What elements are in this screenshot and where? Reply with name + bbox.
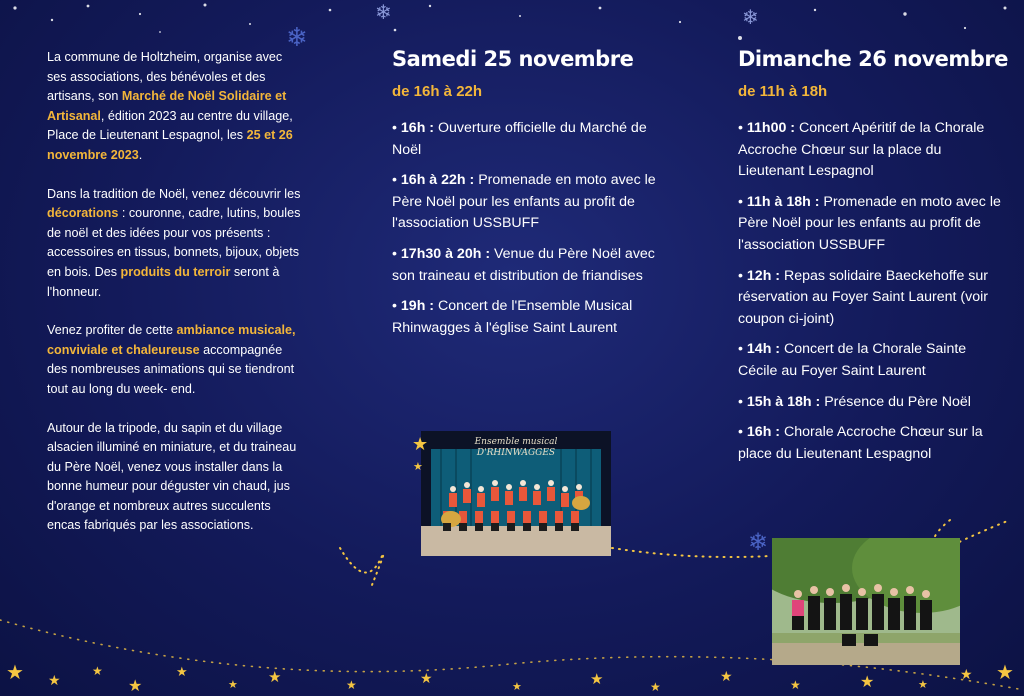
star-icon: ★ xyxy=(176,664,188,679)
body-text: , édition 2023 au centre du village, Place de Lieutenant Lespagnol, les xyxy=(47,108,293,143)
saturday-program xyxy=(392,44,662,348)
event-item: • 11h à 18h : Promenade en moto avec le Père Noël pour les enfants au profit de l'association USSBUFF xyxy=(738,193,1001,253)
event-description: Promenade en moto avec le Père Noël pour les enfants au profit de l'association USSBUFF xyxy=(392,172,656,232)
body-text: accompagnée des nombreuses animations qui se tiendront tout au long du week- end. xyxy=(47,342,295,396)
event-description: Présence du Père Noël xyxy=(820,393,971,410)
intro-paragraph-3 xyxy=(47,321,302,399)
body-text: . xyxy=(138,147,143,162)
choir-photo xyxy=(772,538,960,665)
event-description: Venue du Père Noël avec son traineau et distribution de friandises xyxy=(392,245,655,284)
highlight-text: produits du terroir xyxy=(120,264,231,279)
event-item: • 16h à 22h : Promenade en moto avec le Père Noël pour les enfants au profit de l'association USSBUFF xyxy=(392,172,656,232)
event-time: 16h : xyxy=(400,120,435,136)
highlight-text: décorations xyxy=(47,206,119,221)
star-icon: ★ xyxy=(960,666,973,682)
star-icon: ★ xyxy=(346,678,357,692)
event-description: Ouverture officielle du Marché de Noël xyxy=(392,120,647,158)
intro-paragraph-4 xyxy=(47,419,302,537)
event-time: 14h : xyxy=(746,341,781,358)
body-text: Venez profiter de cette xyxy=(47,323,177,338)
snowflake-icon: ❄ xyxy=(742,7,759,29)
highlight-text: 25 et 26 novembre 2023 xyxy=(47,128,293,162)
event-item: • 16h : Ouverture officielle du Marché de Noël xyxy=(392,120,647,158)
event-description: Promenade en moto avec le Père Noël pour les enfants au profit de l'association USSBUFF xyxy=(738,193,1001,253)
snowflake-icon: ❄ xyxy=(375,2,392,24)
band-photo xyxy=(421,431,611,556)
event-description: Concert Apéritif de la Chorale Accroche Chœur sur la place du Lieutenant Lespagnol xyxy=(738,120,985,180)
band-photo-banner: Ensemble musical D'RHINWAGGES xyxy=(474,437,558,458)
star-icon: ★ xyxy=(413,461,423,473)
body-text: : couronne, cadre, lutins, boules de noël et des idées pour vos présents : accessoires en tissus, bonnets, bijoux, objets en bois. Des xyxy=(47,206,301,279)
body-text: La commune de Holtzheim, organise avec ses associations, des bénévoles et des artisans, son xyxy=(47,50,283,104)
event-time: 15h à 18h : xyxy=(746,393,821,410)
event-item: • 15h à 18h : Présence du Père Noël xyxy=(738,393,971,410)
sunday-program xyxy=(738,44,1008,474)
star-icon: ★ xyxy=(996,662,1014,684)
saturday-title: Samedi 25 novembre xyxy=(392,47,634,71)
event-item: • 19h : Concert de l'Ensemble Musical Rhinwagges à l'église Saint Laurent xyxy=(392,298,633,336)
highlight-text: ambiance musicale, conviviale et chaleureuse xyxy=(47,323,296,357)
event-item: • 16h : Chorale Accroche Chœur sur la place du Lieutenant Lespagnol xyxy=(738,424,983,462)
star-icon: ★ xyxy=(420,670,433,686)
sunday-title: Dimanche 26 novembre xyxy=(738,47,1008,71)
body-text: Autour de la tripode, du sapin et du village alsacien illuminé en miniature, et du traineau du Père Noël, venez vous installer dans la bonne humeur pour déguster vin chaud, jus d'orange et nombreux autres succulents encas fabriqués par les associations. xyxy=(47,420,297,533)
star-icon: ★ xyxy=(720,668,733,684)
intro-paragraph-2 xyxy=(47,185,302,303)
star-icon: ★ xyxy=(128,678,143,695)
event-time: 12h : xyxy=(746,267,781,284)
star-icon: ★ xyxy=(6,662,24,684)
event-time: 17h30 à 20h : xyxy=(400,245,491,262)
star-icon: ★ xyxy=(92,664,103,678)
event-item: • 11h00 : Concert Apéritif de la Chorale Accroche Chœur sur la place du Lieutenant Lespagnol xyxy=(738,120,985,180)
event-item: • 14h : Concert de la Chorale Sainte Cécile au Foyer Saint Laurent xyxy=(738,341,967,379)
event-time: 11h à 18h : xyxy=(746,193,820,210)
snowflake-icon: ❄ xyxy=(748,529,769,556)
star-icon: ★ xyxy=(268,669,282,686)
sunday-events xyxy=(738,118,1008,465)
event-description: Concert de l'Ensemble Musical Rhinwagges à l'église Saint Laurent xyxy=(392,298,633,336)
sunday-hours: de 11h à 18h xyxy=(738,83,828,100)
event-time: 19h : xyxy=(400,298,435,315)
saturday-events xyxy=(392,118,662,339)
saturday-hours: de 16h à 22h xyxy=(392,83,483,100)
event-description: Chorale Accroche Chœur sur la place du Lieutenant Lespagnol xyxy=(738,424,983,462)
star-icon: ★ xyxy=(48,672,61,688)
intro-text xyxy=(47,48,302,555)
highlight-text: Marché de Noël Solidaire et Artisanal xyxy=(47,89,287,123)
star-icon: ★ xyxy=(590,671,604,688)
star-icon: ★ xyxy=(512,681,522,693)
star-icon: ★ xyxy=(650,680,661,694)
star-icon: ★ xyxy=(790,678,801,692)
event-time: 16h : xyxy=(746,424,781,441)
star-icon: ★ xyxy=(228,679,238,691)
snowflake-icon: ❄ xyxy=(286,22,308,52)
event-time: 11h00 : xyxy=(746,120,796,136)
event-description: Concert de la Chorale Sainte Cécile au Foyer Saint Laurent xyxy=(738,341,967,379)
body-text: Dans la tradition de Noël, venez découvrir les xyxy=(47,186,301,201)
star-icon: ★ xyxy=(918,679,928,691)
star-icon: ★ xyxy=(412,434,429,454)
event-item: • 12h : Repas solidaire Baeckehoffe sur réservation au Foyer Saint Laurent (voir coupon ci-joint) xyxy=(738,267,988,327)
event-item: • 17h30 à 20h : Venue du Père Noël avec son traineau et distribution de friandises xyxy=(392,245,655,284)
body-text: seront à l'honneur. xyxy=(47,264,280,299)
event-description: Repas solidaire Baeckehoffe sur réservation au Foyer Saint Laurent (voir coupon ci-joint) xyxy=(738,267,988,327)
star-icon: ★ xyxy=(860,674,875,691)
event-time: 16h à 22h : xyxy=(400,172,475,189)
intro-paragraph-1 xyxy=(47,48,302,166)
